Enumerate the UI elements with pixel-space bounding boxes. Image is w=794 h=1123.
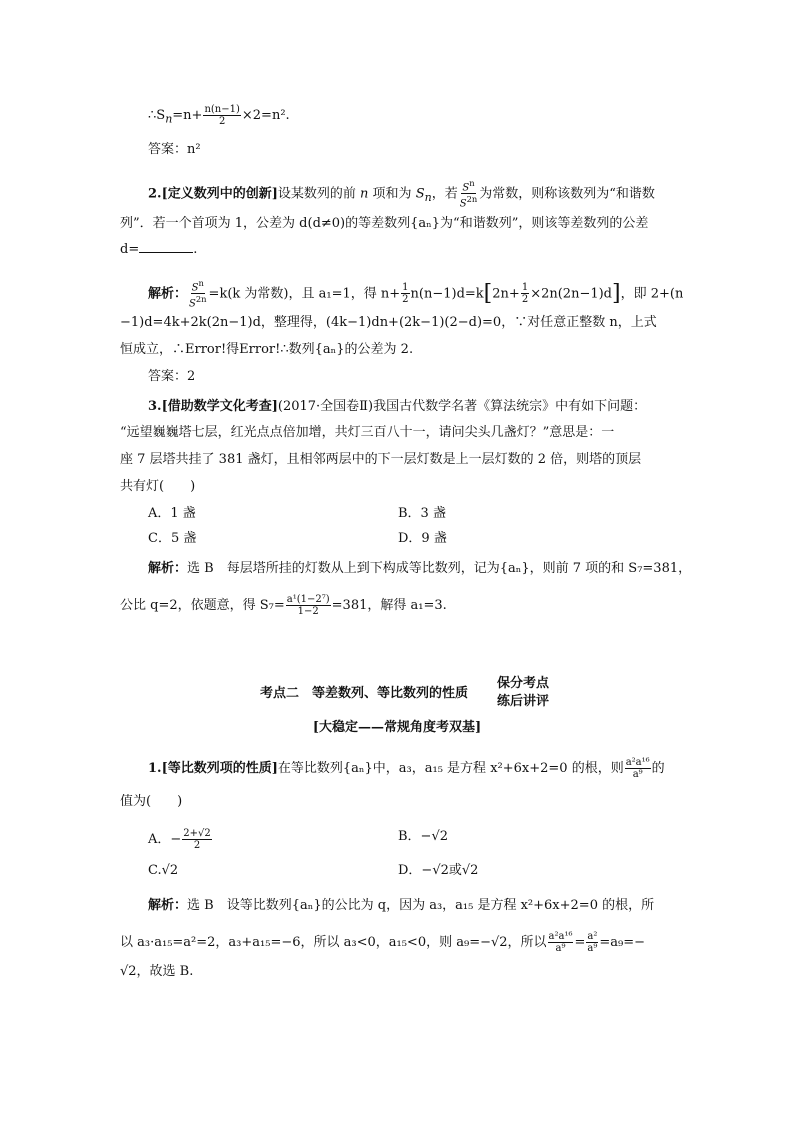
option-text: C．5 盏 — [148, 531, 197, 546]
fraction-numerator: $S^n$ — [191, 278, 204, 294]
question-text: 共有灯( ) — [120, 479, 196, 494]
fraction-numerator: a¹(1−2⁷) — [286, 594, 330, 605]
fraction-numerator: a² — [587, 931, 598, 942]
solution-text: =k(k 为常数)，且 a₁=1，得 n+ — [208, 286, 401, 302]
solution-text: 以 a₃·a₁₅=a²=2，a₃+a₁₅=−6，所以 a₃<0，a₁₅<0，则 a₉=−√2，所以 — [120, 935, 547, 950]
fraction — [548, 931, 574, 954]
answer-label: 答案： — [148, 142, 188, 157]
solution-text: ×2n(2n−1)d — [530, 286, 612, 302]
section-subtitle — [0, 719, 794, 737]
option-c — [148, 530, 196, 548]
fraction-denominator: a⁹ — [555, 943, 566, 954]
option-a — [148, 505, 196, 523]
option-c — [148, 862, 178, 880]
question-text: 值为( ) — [120, 794, 183, 809]
section-side-label — [497, 675, 549, 693]
solution-4-line-2: 以 a₃·a₁₅=a²=2，a₃+a₁₅=−6，所以 a₃<0，a₁₅<0，则 a₉=−√2，所以 $\frac{\text{a²a¹⁶}}{\text{a⁹}}$ = $\frac{\text{a²}}{\text{a⁹}}$ =a₉=− — [120, 931, 646, 954]
section-title-text: 考点二 等差数列、等比数列的性质 — [260, 686, 469, 701]
fraction-denominator: 2 — [193, 840, 201, 851]
question-3-line-1 — [148, 398, 646, 416]
answer-1 — [148, 141, 201, 159]
solution-text: 2n+ — [492, 286, 520, 302]
option-b — [398, 505, 446, 523]
fraction — [625, 757, 651, 780]
question-text: 列”．若一个首项为 1，公差为 d(d≠0)的等差数列{aₙ}为“和谐数列”，则该等差数列的公差 — [120, 216, 649, 231]
fraction — [182, 828, 211, 851]
bracket: [ — [483, 280, 493, 306]
solution-3-line-2 — [120, 594, 447, 617]
question-text: 座 7 层塔共挂了 381 盏灯，且相邻两层中的下一层灯数是上一层灯数的 2 倍，则塔的顶层 — [120, 452, 642, 467]
solution-2-line-2 — [120, 314, 657, 332]
answer-label: 答案： — [148, 369, 188, 384]
fraction-numerator: 1 — [521, 282, 529, 294]
fraction — [188, 278, 208, 310]
question-3-line-2 — [120, 424, 614, 442]
option-a — [148, 828, 213, 851]
fraction-numerator: $S^n$ — [462, 178, 475, 194]
section-side-label-2 — [497, 693, 549, 711]
question-text: (2017·全国卷Ⅱ)我国古代数学名著《算法统宗》中有如下问题： — [277, 399, 647, 414]
question-4-line-1 — [148, 757, 665, 780]
solution-2-line-1 — [148, 278, 683, 310]
option-text: C.√2 — [148, 863, 179, 878]
question-text: ，若 — [431, 186, 458, 202]
solution-text: n(n−1)d=k — [410, 286, 484, 302]
option-text: A．− — [148, 832, 182, 847]
fraction-denominator: 2 — [521, 294, 529, 306]
fraction — [203, 104, 240, 127]
solution-text: 选 B 设等比数列{aₙ}的公比为 q，因为 a₃，a₁₅ 是方程 x²+6x+2=0 的根，所 — [187, 898, 655, 913]
option-b — [398, 828, 448, 846]
fraction-denominator: 2 — [402, 294, 409, 306]
question-tag: 3.[借助数学文化考查] — [148, 399, 278, 414]
solution-text: 公比 q=2，依题意，得 S₇= — [120, 598, 285, 613]
question-3-line-3 — [120, 451, 641, 469]
formula-text: =n+ — [172, 108, 203, 123]
question-4-line-2 — [120, 793, 182, 811]
formula-line-sn: $\therefore S_n=n+$ $\frac{n(n-1)}{2}$ ×2=n². — [148, 104, 290, 127]
question-text: “远望巍巍塔七层，红光点点倍加增，共灯三百八十一，请问尖头几盏灯？”意思是：一 — [120, 425, 615, 440]
solution-3-line-1 — [148, 560, 691, 578]
option-text: B．3 盏 — [398, 506, 446, 521]
fraction-denominator: $S^{2n}$ — [459, 194, 478, 210]
question-2-line-2 — [120, 215, 648, 233]
question-tag: 2.[定义数列中的创新] — [148, 186, 278, 202]
question-text: d= — [120, 242, 140, 257]
solution-text: =381，解得 a₁=3. — [331, 598, 447, 613]
formula-text: ∴S — [148, 108, 166, 123]
fraction-numerator: 1 — [402, 282, 409, 294]
option-d — [398, 530, 447, 548]
solution-text: ，即 2+(n — [620, 286, 684, 302]
fraction-numerator: 2+√2 — [183, 828, 211, 839]
fraction — [286, 594, 331, 617]
solution-label: 解析： — [148, 561, 188, 576]
question-2-line-3: d= . — [120, 242, 198, 257]
question-text: 为常数，则称该数列为“和谐数 — [479, 186, 655, 202]
solution-text: 恒成立，∴Error!得Error!∴数列{aₙ}的公差为 2. — [120, 342, 414, 357]
solution-text: −1)d=4k+2k(2n−1)d，整理得，(4k−1)dn+(2k−1)(2−d)=0，∵对任意正整数 n，上式 — [120, 315, 657, 330]
answer-value: n² — [187, 142, 201, 157]
solution-text: =a₉=− — [599, 935, 646, 950]
fraction — [459, 178, 479, 210]
question-text: 项和为 — [372, 186, 412, 202]
formula-text: ×2=n². — [241, 108, 290, 123]
fraction — [521, 282, 529, 305]
fraction-numerator: n(n−1) — [204, 104, 240, 115]
answer-2 — [148, 368, 195, 386]
option-text: D．−√2或√2 — [398, 863, 479, 878]
section-side-label-line: 练后讲评 — [497, 694, 550, 709]
solution-text: √2，故选 B. — [120, 964, 194, 979]
option-text: A．1 盏 — [148, 506, 196, 521]
section-subtitle-text: [大稳定——常规角度考双基] — [312, 720, 482, 735]
solution-4-line-1 — [148, 897, 654, 915]
fraction-denominator: 2 — [218, 116, 226, 127]
question-tag: 1.[等比数列项的性质] — [148, 761, 278, 776]
fraction-numerator: a²a¹⁶ — [625, 757, 650, 768]
option-d — [398, 862, 478, 880]
question-text: 的 — [651, 761, 665, 776]
fraction-denominator: $S^{2n}$ — [189, 294, 207, 310]
question-text: 设某数列的前 — [277, 186, 356, 202]
solution-label: 解析： — [148, 898, 188, 913]
fraction-denominator: a⁹ — [632, 769, 643, 780]
fraction-denominator: 1−2 — [297, 606, 319, 617]
section-title — [260, 685, 468, 703]
solution-text: 选 B 每层塔所挂的灯数从上到下构成等比数列，记为{aₙ}，则前 7 项的和 S₇=381， — [187, 561, 692, 576]
question-3-line-4 — [120, 478, 195, 496]
answer-blank — [139, 240, 193, 253]
bracket: ] — [612, 280, 621, 306]
option-text: B．−√2 — [398, 829, 449, 844]
question-text: 在等比数列{aₙ}中，a₃，a₁₅ 是方程 x²+6x+2=0 的根，则 — [277, 761, 624, 776]
fraction — [586, 931, 598, 954]
solution-4-line-3 — [120, 963, 193, 981]
answer-value: 2 — [187, 369, 196, 384]
question-2-line-1: 2.[定义数列中的创新]设某数列的前 n 项和为 $S_n$，若 $\frac{S^n}{S^{2n}}$ 为常数，则称该数列为“和谐数 — [148, 178, 655, 210]
solution-2-line-3 — [120, 341, 413, 359]
option-text: D．9 盏 — [398, 531, 447, 546]
fraction-denominator: a⁹ — [587, 943, 598, 954]
solution-label: 解析： — [148, 286, 188, 302]
fraction — [401, 282, 409, 305]
fraction-numerator: a²a¹⁶ — [548, 931, 573, 942]
section-side-label-line: 保分考点 — [497, 676, 550, 691]
